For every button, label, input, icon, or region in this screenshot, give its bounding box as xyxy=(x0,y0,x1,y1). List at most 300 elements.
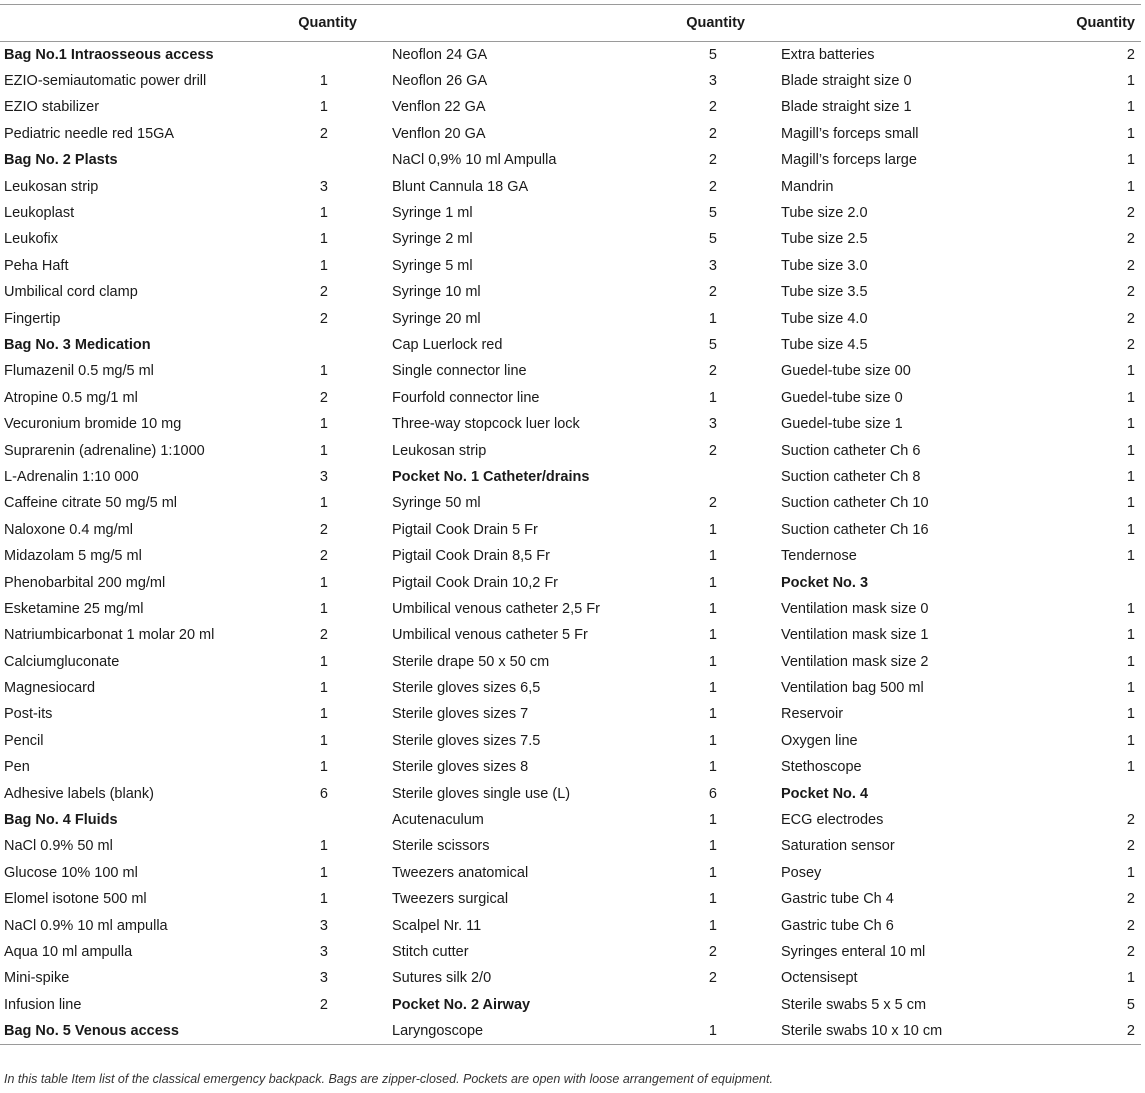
quantity-value: 1 xyxy=(1126,468,1135,485)
quantity-cell xyxy=(278,279,388,305)
quantity-cell xyxy=(666,596,777,622)
quantity-value: 2 xyxy=(319,627,328,644)
quantity-value: 1 xyxy=(708,917,717,934)
quantity-cell xyxy=(1055,358,1141,384)
quantity-cell xyxy=(1055,886,1141,912)
quantity-cell xyxy=(1055,411,1141,437)
quantity-value: 2 xyxy=(1126,1022,1135,1039)
item-cell: Tube size 3.0 xyxy=(781,257,868,274)
quantity-cell xyxy=(666,279,777,305)
quantity-value: 1 xyxy=(1126,759,1135,776)
quantity-value: 1 xyxy=(708,838,717,855)
item-cell: Umbilical cord clamp xyxy=(4,284,138,301)
table-row xyxy=(0,305,1141,331)
quantity-value: 1 xyxy=(708,574,717,591)
quantity-cell xyxy=(666,912,777,938)
table-row xyxy=(0,173,1141,199)
table-row xyxy=(0,121,1141,147)
quantity-cell xyxy=(666,490,777,516)
item-cell: Suction catheter Ch 10 xyxy=(781,495,929,512)
table-row xyxy=(0,226,1141,252)
quantity-value: 1 xyxy=(319,864,328,881)
item-cell: Sterile gloves sizes 7 xyxy=(392,706,529,723)
item-cell: Bag No. 4 Fluids xyxy=(4,812,118,829)
item-cell: Scalpel Nr. 11 xyxy=(392,917,482,934)
item-cell: NaCl 0.9% 50 ml xyxy=(4,838,113,855)
table-row xyxy=(0,648,1141,674)
item-cell: Venflon 22 GA xyxy=(392,99,486,116)
quantity-cell xyxy=(1055,68,1141,94)
quantity-value: 6 xyxy=(708,785,717,802)
quantity-cell xyxy=(278,728,388,754)
quantity-cell xyxy=(666,517,777,543)
item-cell: Syringes enteral 10 ml xyxy=(781,943,926,960)
quantity-value: 1 xyxy=(708,706,717,723)
quantity-value: 3 xyxy=(319,970,328,987)
quantity-value: 3 xyxy=(708,257,717,274)
item-cell: Blunt Cannula 18 GA xyxy=(392,178,529,195)
quantity-cell xyxy=(666,543,777,569)
quantity-cell xyxy=(278,648,388,674)
table-row xyxy=(0,860,1141,886)
quantity-value: 2 xyxy=(1126,310,1135,327)
quantity-cell xyxy=(1055,437,1141,463)
item-cell: Guedel-tube size 0 xyxy=(781,389,903,406)
item-cell: Glucose 10% 100 ml xyxy=(4,864,138,881)
item-cell: Tube size 4.5 xyxy=(781,336,868,353)
quantity-cell xyxy=(278,543,388,569)
item-cell: Fourfold connector line xyxy=(392,389,540,406)
quantity-cell xyxy=(278,94,388,120)
item-column-header-1 xyxy=(0,5,278,42)
quantity-value: 1 xyxy=(708,1022,717,1039)
item-cell: Leukofix xyxy=(4,231,59,248)
item-cell: Stethoscope xyxy=(781,759,862,776)
quantity-cell xyxy=(666,226,777,252)
quantity-cell xyxy=(1055,305,1141,331)
item-cell: L-Adrenalin 1:10 000 xyxy=(4,468,139,485)
item-cell: EZIO-semiautomatic power drill xyxy=(4,73,207,90)
quantity-cell xyxy=(666,200,777,226)
item-cell: Oxygen line xyxy=(781,732,858,749)
quantity-value: 2 xyxy=(708,442,717,459)
quantity-cell xyxy=(1055,42,1141,68)
quantity-cell xyxy=(666,94,777,120)
quantity-value: 5 xyxy=(708,46,717,63)
quantity-cell xyxy=(666,648,777,674)
item-cell: Syringe 20 ml xyxy=(392,310,481,327)
quantity-cell xyxy=(666,147,777,173)
quantity-cell xyxy=(666,992,777,1018)
item-cell: Bag No. 2 Plasts xyxy=(4,152,118,169)
quantity-value: 1 xyxy=(708,310,717,327)
table-row xyxy=(0,68,1141,94)
item-cell: Magill’s forceps small xyxy=(781,125,919,142)
quantity-value: 5 xyxy=(708,231,717,248)
item-column-header-2 xyxy=(388,5,666,42)
quantity-cell xyxy=(278,596,388,622)
table-row xyxy=(0,833,1141,859)
item-cell: Pocket No. 2 Airway xyxy=(392,996,531,1013)
item-cell: Pigtail Cook Drain 5 Fr xyxy=(392,521,538,538)
quantity-cell xyxy=(666,807,777,833)
item-cell: Pigtail Cook Drain 8,5 Fr xyxy=(392,548,550,565)
quantity-value: 1 xyxy=(319,706,328,723)
item-cell: Ventilation mask size 1 xyxy=(781,627,929,644)
quantity-value: 1 xyxy=(708,680,717,697)
quantity-cell xyxy=(666,675,777,701)
item-cell: Three-way stopcock luer lock xyxy=(392,416,580,433)
quantity-cell xyxy=(278,992,388,1018)
item-cell: Infusion line xyxy=(4,996,82,1013)
quantity-cell xyxy=(1055,279,1141,305)
item-cell: Bag No. 3 Medication xyxy=(4,336,151,353)
item-cell: Elomel isotone 500 ml xyxy=(4,891,147,908)
table-header-row xyxy=(0,5,1141,42)
item-cell: Blade straight size 0 xyxy=(781,73,912,90)
quantity-value: 1 xyxy=(708,812,717,829)
quantity-value: 1 xyxy=(319,574,328,591)
quantity-value: 1 xyxy=(1126,653,1135,670)
quantity-cell xyxy=(1055,147,1141,173)
quantity-cell xyxy=(666,833,777,859)
quantity-cell xyxy=(278,780,388,806)
item-cell: Pencil xyxy=(4,732,44,749)
quantity-value: 1 xyxy=(319,363,328,380)
item-cell: Mini-spike xyxy=(4,970,70,987)
quantity-cell xyxy=(1055,992,1141,1018)
quantity-value: 1 xyxy=(1126,627,1135,644)
quantity-value: 2 xyxy=(708,284,717,301)
table-body xyxy=(0,42,1141,1045)
quantity-value: 1 xyxy=(319,600,328,617)
quantity-value: 1 xyxy=(708,627,717,644)
item-cell: Leukosan strip xyxy=(4,178,99,195)
quantity-value: 1 xyxy=(1126,442,1135,459)
table-row xyxy=(0,94,1141,120)
item-cell: Syringe 50 ml xyxy=(392,495,481,512)
item-cell: Pen xyxy=(4,759,30,776)
item-cell: Pocket No. 4 xyxy=(781,785,869,802)
item-cell: EZIO stabilizer xyxy=(4,99,100,116)
quantity-value: 1 xyxy=(708,389,717,406)
item-cell: Single connector line xyxy=(392,363,527,380)
quantity-cell xyxy=(1055,543,1141,569)
quantity-value: 2 xyxy=(708,363,717,380)
item-cell: ECG electrodes xyxy=(781,812,884,829)
quantity-value: 1 xyxy=(708,732,717,749)
quantity-value: 2 xyxy=(1126,46,1135,63)
quantity-cell xyxy=(1055,121,1141,147)
table-row xyxy=(0,596,1141,622)
quantity-cell xyxy=(278,912,388,938)
item-cell: Neoflon 24 GA xyxy=(392,46,488,63)
quantity-cell xyxy=(278,358,388,384)
item-cell: Naloxone 0.4 mg/ml xyxy=(4,521,133,538)
quantity-value: 1 xyxy=(319,442,328,459)
quantity-value: 3 xyxy=(319,178,328,195)
quantity-cell xyxy=(278,226,388,252)
quantity-value: 2 xyxy=(1126,943,1135,960)
quantity-value: 5 xyxy=(708,205,717,222)
quantity-value: 1 xyxy=(319,891,328,908)
quantity-value: 2 xyxy=(1126,838,1135,855)
item-cell: Extra batteries xyxy=(781,46,875,63)
quantity-cell xyxy=(278,437,388,463)
quantity-cell xyxy=(1055,780,1141,806)
quantity-value: 2 xyxy=(708,125,717,142)
quantity-value: 2 xyxy=(1126,812,1135,829)
item-cell: Ventilation mask size 2 xyxy=(781,653,929,670)
quantity-value: 1 xyxy=(1126,178,1135,195)
quantity-value: 5 xyxy=(708,336,717,353)
quantity-value: 2 xyxy=(1126,231,1135,248)
item-cell: Syringe 2 ml xyxy=(392,231,473,248)
item-cell: Midazolam 5 mg/5 ml xyxy=(4,548,142,565)
quantity-value: 1 xyxy=(1126,152,1135,169)
quantity-cell xyxy=(666,305,777,331)
quantity-value: 1 xyxy=(708,891,717,908)
item-cell: Sterile swabs 10 x 10 cm xyxy=(777,1018,1055,1044)
quantity-cell xyxy=(666,886,777,912)
item-cell: NaCl 0.9% 10 ml ampulla xyxy=(4,917,168,934)
quantity-value: 1 xyxy=(1126,600,1135,617)
quantity-cell xyxy=(666,939,777,965)
quantity-value: 1 xyxy=(319,732,328,749)
table-row xyxy=(0,543,1141,569)
table-footnote: In this table Item list of the classical emergency backpack. Bags are zipper-closed. Pockets are open with loose arrangement of equipment. xyxy=(4,1072,773,1086)
quantity-cell xyxy=(278,517,388,543)
quantity-value: 1 xyxy=(708,521,717,538)
quantity-cell xyxy=(666,68,777,94)
item-cell: Vecuronium bromide 10 mg xyxy=(4,416,182,433)
quantity-value: 2 xyxy=(708,152,717,169)
quantity-cell xyxy=(1055,912,1141,938)
quantity-cell xyxy=(278,147,388,173)
item-cell: Guedel-tube size 1 xyxy=(781,416,903,433)
quantity-value: 1 xyxy=(319,73,328,90)
item-cell: Sterile gloves sizes 6,5 xyxy=(392,680,541,697)
quantity-cell xyxy=(278,200,388,226)
item-cell: Peha Haft xyxy=(4,257,69,274)
backpack-item-table xyxy=(0,4,1141,1045)
quantity-value: 1 xyxy=(1126,864,1135,881)
quantity-value: 3 xyxy=(319,468,328,485)
quantity-cell xyxy=(1055,569,1141,595)
quantity-cell xyxy=(278,253,388,279)
quantity-value: 1 xyxy=(1126,99,1135,116)
item-cell: Syringe 5 ml xyxy=(392,257,473,274)
quantity-value: 2 xyxy=(319,521,328,538)
quantity-value: 3 xyxy=(708,416,717,433)
quantity-value: 1 xyxy=(1126,416,1135,433)
item-cell: Fingertip xyxy=(4,310,61,327)
item-cell: Tube size 2.5 xyxy=(781,231,868,248)
quantity-value: 1 xyxy=(1126,495,1135,512)
quantity-cell xyxy=(278,701,388,727)
quantity-cell xyxy=(1055,939,1141,965)
item-cell: Bag No. 5 Venous access xyxy=(0,1018,278,1044)
table-row xyxy=(0,569,1141,595)
quantity-value: 1 xyxy=(708,548,717,565)
table-row xyxy=(0,780,1141,806)
quantity-value: 2 xyxy=(319,284,328,301)
quantity-value: 5 xyxy=(1126,996,1135,1013)
quantity-value: 6 xyxy=(319,785,328,802)
item-cell: Gastric tube Ch 6 xyxy=(781,917,894,934)
table-row xyxy=(0,807,1141,833)
item-cell: Leukosan strip xyxy=(392,442,487,459)
item-cell: Adhesive labels (blank) xyxy=(4,785,154,802)
item-cell: Guedel-tube size 00 xyxy=(781,363,911,380)
quantity-cell xyxy=(666,332,777,358)
quantity-cell xyxy=(1055,622,1141,648)
quantity-cell xyxy=(1055,490,1141,516)
quantity-cell xyxy=(666,860,777,886)
quantity-value: 1 xyxy=(708,600,717,617)
quantity-cell xyxy=(666,754,777,780)
item-cell: Neoflon 26 GA xyxy=(392,73,488,90)
quantity-value: 1 xyxy=(319,838,328,855)
quantity-cell xyxy=(278,173,388,199)
quantity-cell xyxy=(278,42,388,68)
quantity-cell xyxy=(278,622,388,648)
item-cell: Umbilical venous catheter 2,5 Fr xyxy=(392,600,600,617)
quantity-value: 1 xyxy=(708,653,717,670)
item-cell: Venflon 20 GA xyxy=(392,125,486,142)
item-cell: Saturation sensor xyxy=(781,838,895,855)
quantity-value: 1 xyxy=(1126,125,1135,142)
quantity-cell xyxy=(278,675,388,701)
table-row xyxy=(0,464,1141,490)
quantity-cell xyxy=(278,965,388,991)
quantity-cell xyxy=(278,305,388,331)
item-cell: Magill’s forceps large xyxy=(781,152,917,169)
quantity-value: 1 xyxy=(1126,548,1135,565)
item-cell: Posey xyxy=(781,864,822,881)
item-cell: Syringe 1 ml xyxy=(392,205,473,222)
item-cell: Suction catheter Ch 8 xyxy=(781,468,921,485)
quantity-cell xyxy=(278,833,388,859)
item-cell: Sterile gloves single use (L) xyxy=(392,785,571,802)
quantity-cell xyxy=(278,385,388,411)
table-row xyxy=(0,965,1141,991)
table-row xyxy=(0,490,1141,516)
quantity-cell xyxy=(666,121,777,147)
table-row xyxy=(0,42,1141,68)
quantity-cell xyxy=(1055,253,1141,279)
item-cell: Blade straight size 1 xyxy=(781,99,912,116)
quantity-cell xyxy=(278,886,388,912)
table-row xyxy=(0,701,1141,727)
item-cell: Tube size 2.0 xyxy=(781,205,868,222)
quantity-value: 2 xyxy=(1126,917,1135,934)
item-cell: Leukoplast xyxy=(4,205,75,222)
table-row xyxy=(0,385,1141,411)
quantity-value: 1 xyxy=(319,99,328,116)
item-cell: Tube size 3.5 xyxy=(781,284,868,301)
quantity-cell xyxy=(666,42,777,68)
quantity-cell xyxy=(1055,965,1141,991)
item-cell: Magnesiocard xyxy=(4,680,96,697)
item-cell: Acutenaculum xyxy=(392,812,484,829)
quantity-cell xyxy=(1055,701,1141,727)
table-row xyxy=(0,253,1141,279)
quantity-cell xyxy=(1055,648,1141,674)
quantity-cell xyxy=(278,754,388,780)
table-row xyxy=(0,1018,1141,1044)
quantity-cell xyxy=(1055,596,1141,622)
quantity-cell xyxy=(666,569,777,595)
quantity-value: 1 xyxy=(319,257,328,274)
item-cell: Flumazenil 0.5 mg/5 ml xyxy=(4,363,154,380)
item-cell: Calciumgluconate xyxy=(4,653,120,670)
quantity-cell xyxy=(1055,807,1141,833)
quantity-value: 2 xyxy=(1126,257,1135,274)
quantity-value: 1 xyxy=(708,759,717,776)
table-row xyxy=(0,939,1141,965)
quantity-value: 1 xyxy=(319,759,328,776)
quantity-value: 2 xyxy=(708,178,717,195)
quantity-cell xyxy=(1055,860,1141,886)
quantity-cell xyxy=(666,780,777,806)
table-row xyxy=(0,411,1141,437)
quantity-cell xyxy=(666,437,777,463)
quantity-cell xyxy=(1055,200,1141,226)
table-row xyxy=(0,886,1141,912)
quantity-cell xyxy=(1055,517,1141,543)
quantity-value: 2 xyxy=(708,495,717,512)
item-cell: Sterile scissors xyxy=(392,838,490,855)
item-cell: Sterile gloves sizes 7.5 xyxy=(392,732,541,749)
quantity-value: 1 xyxy=(1126,732,1135,749)
table-row xyxy=(0,200,1141,226)
item-cell: NaCl 0,9% 10 ml Ampulla xyxy=(392,152,557,169)
item-cell: Umbilical venous catheter 5 Fr xyxy=(392,627,588,644)
item-cell: Pocket No. 3 xyxy=(781,574,869,591)
quantity-value: 2 xyxy=(1126,336,1135,353)
quantity-value: 1 xyxy=(1126,680,1135,697)
item-cell: Suprarenin (adrenaline) 1:1000 xyxy=(4,442,205,459)
item-cell: Atropine 0.5 mg/1 ml xyxy=(4,389,138,406)
item-cell: Ventilation bag 500 ml xyxy=(781,680,924,697)
item-cell: Sterile swabs 5 x 5 cm xyxy=(781,996,927,1013)
quantity-cell xyxy=(278,490,388,516)
quantity-value: 1 xyxy=(1126,706,1135,723)
item-cell: Stitch cutter xyxy=(392,943,469,960)
item-cell: Suction catheter Ch 6 xyxy=(781,442,921,459)
quantity-value: 2 xyxy=(1126,284,1135,301)
quantity-value: 2 xyxy=(708,943,717,960)
quantity-value: 2 xyxy=(319,310,328,327)
quantity-value: 1 xyxy=(1126,363,1135,380)
table-row xyxy=(0,358,1141,384)
item-cell: Cap Luerlock red xyxy=(392,336,503,353)
quantity-value: 2 xyxy=(1126,205,1135,222)
quantity-value: 2 xyxy=(708,99,717,116)
quantity-value: 3 xyxy=(708,73,717,90)
quantity-cell xyxy=(1055,754,1141,780)
quantity-value: 1 xyxy=(319,653,328,670)
item-cell: Ventilation mask size 0 xyxy=(781,600,929,617)
quantity-value: 1 xyxy=(319,495,328,512)
quantity-value: 3 xyxy=(319,943,328,960)
quantity-value: 1 xyxy=(708,864,717,881)
table-row xyxy=(0,754,1141,780)
quantity-cell xyxy=(1055,385,1141,411)
quantity-cell xyxy=(278,121,388,147)
item-cell: Pocket No. 1 Catheter/drains xyxy=(392,468,590,485)
